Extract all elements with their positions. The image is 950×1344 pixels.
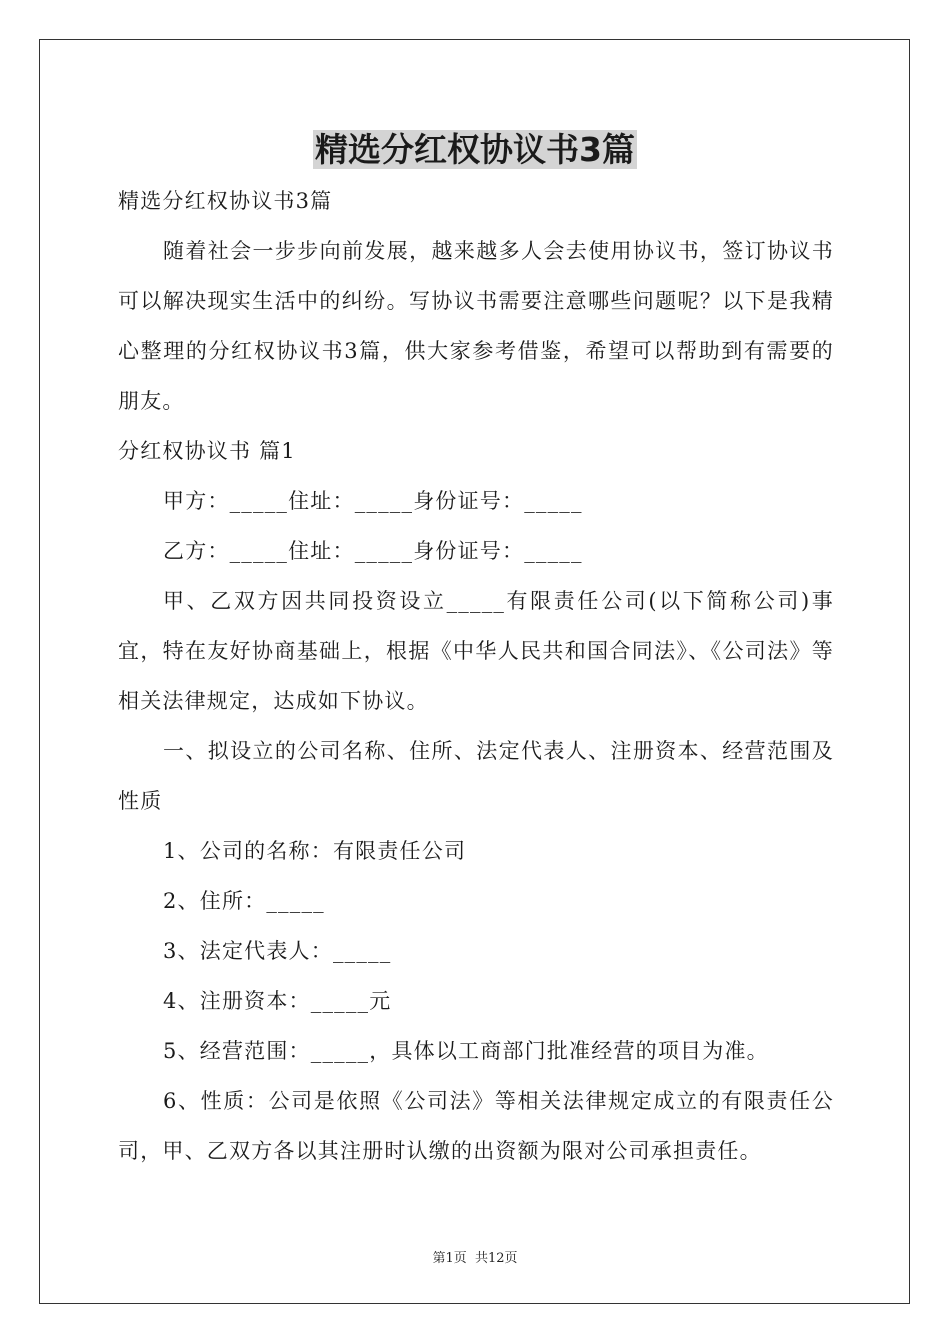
clause-1-item-4: 4、注册资本：_____元 [163,989,392,1013]
clause-1-item-1: 1、公司的名称：有限责任公司 [163,839,467,863]
clause-1-item-5: 5、经营范围：_____，具体以工商部门批准经营的项目为准。 [163,1039,769,1063]
total-pages: 共12页 [474,1251,518,1266]
party-b-line: 乙方：_____住址：_____身份证号：_____ [163,539,583,563]
clause-1-heading: 一、拟设立的公司名称、住所、法定代表人、注册资本、经营范围及性质 [118,739,834,813]
clause-1-item-6: 6、性质：公司是依照《公司法》等相关法律规定成立的有限责任公司，甲、乙双方各以其注册时认缴的出资额为限对公司承担责任。 [118,1089,834,1163]
paragraph-subtitle: 精选分红权协议书3篇 [118,189,333,213]
party-a-line: 甲方：_____住址：_____身份证号：_____ [163,489,583,513]
clause-1-item-3: 3、法定代表人：_____ [163,939,392,963]
page-footer [0,1247,950,1266]
document-title [0,128,950,172]
document-title-text: 精选分红权协议书3篇 [315,130,635,169]
paragraph-agreement-basis: 甲、乙双方因共同投资设立_____有限责任公司(以下简称公司)事宜，特在友好协商基础上，根据《中华人民共和国合同法》、《公司法》等相关法律规定，达成如下协议。 [118,589,834,713]
paragraph-intro: 随着社会一步步向前发展，越来越多人会去使用协议书，签订协议书可以解决现实生活中的纠纷。写协议书需要注意哪些问题呢？以下是我精心整理的分红权协议书3篇，供大家参考借鉴，希望可以帮助到有需要的朋友。 [118,239,834,413]
section-heading-1: 分红权协议书 篇1 [118,439,296,463]
clause-1-item-2: 2、住所：_____ [163,889,325,913]
document-body [118,176,834,1176]
page-number: 第1页 [432,1251,467,1266]
